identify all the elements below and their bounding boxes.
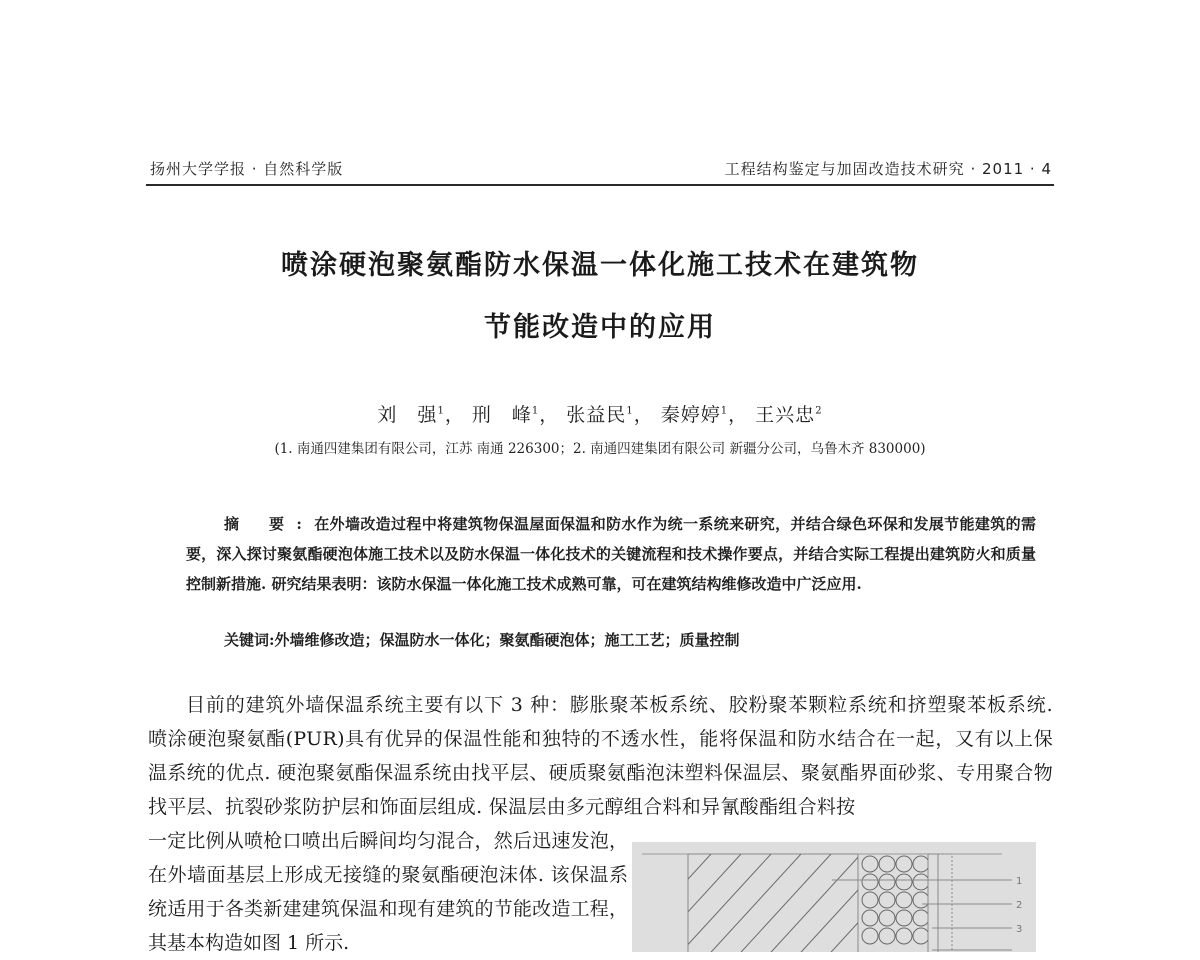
author-name: 秦婷婷 bbox=[660, 404, 721, 426]
author-name: 张益民 bbox=[566, 404, 627, 426]
author-name: 刘 强 bbox=[377, 404, 438, 426]
affiliations: (1. 南通四建集团有限公司，江苏 南通 226300；2. 南通四建集团有限公司 新疆分公司，乌鲁木齐 830000) bbox=[274, 441, 926, 457]
body-paragraph-continued: 一定比例从喷枪口喷出后瞬间均匀混合，然后迅速发泡，在外墙面基层上形成无接缝的聚氨酯硬泡沫体. 该保温系统适用于各类新建建筑保温和现有建筑的节能改造工程，其基本构造如图 1 所示. bbox=[148, 830, 628, 954]
callout-label: 2 bbox=[1016, 900, 1023, 911]
author-affiliation-mark: 1 bbox=[531, 405, 540, 417]
abstract-text: 在外墙改造过程中将建筑物保温屋面保温和防水作为统一系统来研究，并结合绿色环保和发展节能建筑的需要，深入探讨聚氨酯硬泡体施工技术以及防水保温一体化技术的关键流程和技术操作要点，并结合实际工程提出建筑防火和质量控制新措施. 研究结果表明：该防水保温一体化施工技术成熟可靠，可在建筑结构维修改造中广泛应用. bbox=[186, 515, 1036, 593]
author-affiliation-mark: 2 bbox=[815, 405, 823, 417]
paper-title-line-1: 喷涂硬泡聚氨酯防水保温一体化施工技术在建筑物 bbox=[281, 250, 919, 281]
author-affiliation-mark: 1 bbox=[437, 405, 445, 417]
keywords bbox=[224, 629, 740, 650]
author-affiliation-mark: 1 bbox=[720, 405, 729, 417]
body-paragraph: 目前的建筑外墙保温系统主要有以下 3 种：膨胀聚苯板系统、胶粉聚苯颗粒系统和挤塑聚苯板系统. 喷涂硬泡聚氨酯(PUR)具有优异的保温性能和独特的不透水性，能将保温和防水结合在一起，又有以上保温系统的优点. 硬泡聚氨酯保温系统由找平层、硬质聚氨酯泡沫塑料保温层、聚氨酯界面砂浆、专用聚合物找平层、抗裂砂浆防护层和饰面层组成. 保温层由多元醇组合料和异氰酸酯组合料按 bbox=[148, 694, 1053, 818]
abstract-label: 摘 要: bbox=[224, 515, 314, 533]
wall-layers-illustration bbox=[632, 842, 1036, 952]
paper-title-line-2: 节能改造中的应用 bbox=[484, 312, 716, 343]
author-affiliation-mark: 1 bbox=[626, 405, 634, 417]
callout-label: 3 bbox=[1016, 924, 1023, 935]
author-name: 王兴忠 bbox=[755, 404, 816, 426]
keywords-label: 关键词: bbox=[224, 631, 275, 649]
running-header-issue: 工程结构鉴定与加固改造技术研究 · 2011 · 4 bbox=[724, 160, 1052, 178]
author-list: 刘 强$^1$， 刑 峰$^1$， 张益民$^1$， 秦婷婷$^1$， 王兴忠$^2$ bbox=[377, 404, 823, 426]
header-rule bbox=[146, 184, 1054, 186]
figure-1-wall-construction-diagram bbox=[632, 842, 1036, 952]
running-header-journal: 扬州大学学报 · 自然科学版 bbox=[150, 160, 344, 178]
abstract bbox=[186, 509, 1036, 599]
callout-label: 1 bbox=[1016, 876, 1023, 887]
author-name: 刑 峰 bbox=[471, 404, 532, 426]
keywords-text: 外墙维修改造；保温防水一体化；聚氨酯硬泡体；施工工艺；质量控制 bbox=[274, 631, 740, 649]
